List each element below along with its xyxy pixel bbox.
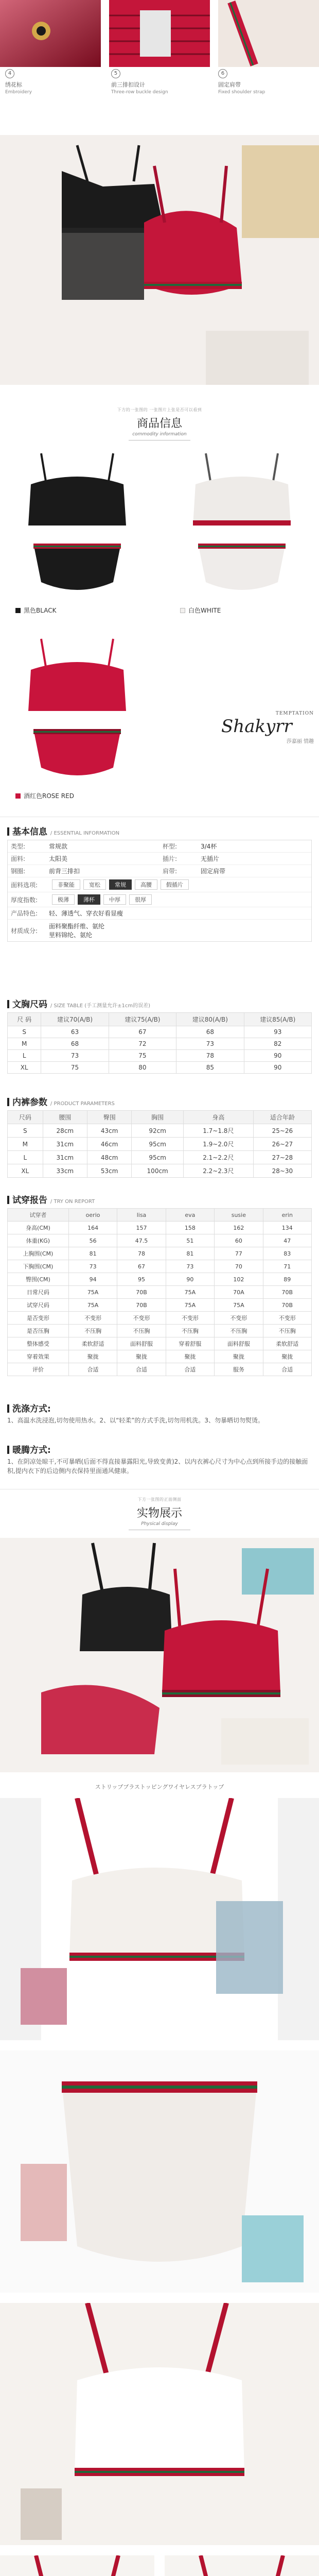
table-row: 整体感受 柔软舒适 面料舒服 穿着舒服 面料舒服 柔软舒适 xyxy=(8,1337,312,1350)
feature-photo-buckle xyxy=(109,0,210,67)
mold-chip: 假插片 xyxy=(161,879,189,890)
feature-caption-3: 6 固定肩带 Fixed shoulder strap xyxy=(218,69,316,95)
table-row: 是否变形 不变形 不变形 不变形 不变形 不变形 xyxy=(8,1312,312,1325)
black-swatch xyxy=(15,608,21,613)
real-photo-4 xyxy=(0,2303,319,2545)
thickness-chip: 中厚 xyxy=(103,894,126,905)
real-photo-2 xyxy=(0,1798,319,2040)
table-row: 臀围(CM) 94 95 90 102 89 xyxy=(8,1273,312,1286)
variant-label-white: 白色WHITE xyxy=(180,606,221,615)
table-row: 体重(KG) 56 47.5 51 60 47 xyxy=(8,1234,312,1247)
product-style: 轻、薄透气、穿衣好看显瘦 xyxy=(49,910,123,917)
wash-heading: 洗涤方式: xyxy=(7,1401,51,1414)
table-row: S 63 67 68 93 xyxy=(8,1026,312,1038)
mold-chip: 高腰 xyxy=(135,879,157,890)
rosered-swatch xyxy=(15,793,21,799)
real-caption: ストリップブラストッピングワイヤレスブラトップ xyxy=(95,1784,224,1790)
real-photo-5 xyxy=(0,2555,154,2576)
variant-label-black: 黑色BLACK xyxy=(15,606,56,615)
product-info-heading xyxy=(0,407,319,440)
variant-label-rosered: 酒红色ROSE RED xyxy=(15,791,74,800)
brand-name: Shakyrr xyxy=(221,716,292,737)
variant-photo-rosered xyxy=(10,634,144,788)
table-row: 穿着效果 聚拢 聚拢 聚拢 聚拢 聚拢 xyxy=(8,1350,312,1363)
params-heading: 内裤参数 / PRODUCT PARAMETERS xyxy=(7,1095,115,1108)
brand-tag: TEMPTATION xyxy=(275,711,314,716)
feature-photo-strap xyxy=(218,0,319,67)
feature-photo-embroidery xyxy=(0,0,101,67)
real-shot-en: Physical display xyxy=(141,1521,178,1527)
table-row: M 68 72 73 82 xyxy=(8,1038,312,1050)
thickness-chip: 薄杯 xyxy=(78,894,100,905)
wash-text: 1、高温水洗浸泡,切勿使用热水。2、以“轻柔”的方式手洗,切勿用机洗。3、勿暴晒切勿熨烫。 xyxy=(7,1417,264,1424)
basic-info-grid: 类型: 常规款 杯型: 3/4杯 面料: 太阳美 插片: 无插片 钢圈: 前背三排扣 肩带: 固定肩带 面料选项: 非聚能 宽松 常规 高腰 假插片 厚度指数: 极薄 薄杯 中厚 很厚 产品特色: 轻、薄透气、穿衣好看显瘦 材质成分: 面料聚酯纤维、氨纶 里料锦纶、氨纶 xyxy=(7,840,312,942)
thickness-chip: 极薄 xyxy=(52,894,75,905)
brand-logo xyxy=(221,711,314,744)
params-table: 尺码 腰围 臀围 胸围 身高 适合年龄 S 28cm 43cm 92cm 1.7~1.8尺 25~26 M 31cm 46cm 95cm 1.9~2.0尺 26~27 L 31cm 48cm 95cm 2.1~2.2尺 27~28 XL 33cm 53cm 100cm 2.2~2.3尺 28~30 xyxy=(7,1110,312,1178)
mold-chip: 非聚能 xyxy=(52,879,80,890)
feature-caption-1: 4 绣花标 Embroidery xyxy=(5,69,103,95)
basic-info-heading: 基本信息 / ESSENTIAL INFORMATION xyxy=(7,824,119,837)
table-row: 上胸围(CM) 81 78 81 77 83 xyxy=(8,1247,312,1260)
product-info-kicker: 下方的一张图的 一张图片上张是否可以看到 xyxy=(117,408,202,412)
mold-chips xyxy=(49,877,192,892)
table-row: 评价 合适 合适 合适 服务 合适 xyxy=(8,1363,312,1376)
table-row: 日常尺码 75A 70B 75A 70A 70B xyxy=(8,1286,312,1299)
size-table: 尺 码 建议70(A/B) 建议75(A/B) 建议80(A/B) 建议85(A/B) S 63 67 68 93 M 68 72 73 82 L 73 75 78 90 XL 75 80 85 90 xyxy=(7,1012,312,1074)
warm-heading: 暖腾方式: xyxy=(7,1443,51,1455)
thickness-chip: 很厚 xyxy=(129,894,152,905)
variant-photo-white xyxy=(175,448,309,603)
table-row: S 28cm 43cm 92cm 1.7~1.8尺 25~26 xyxy=(8,1124,312,1138)
product-info-title: 商品信息 xyxy=(136,417,182,430)
real-shot-kicker: 下方一张图的正面侧面 xyxy=(137,1497,182,1502)
table-row: 身高(CM) 164 157 158 162 134 xyxy=(8,1222,312,1234)
product-info-en: commodity information xyxy=(132,432,187,437)
table-row: M 31cm 46cm 95cm 1.9~2.0尺 26~27 xyxy=(8,1138,312,1151)
table-row: 是否压胸 不压胸 不压胸 不压胸 不压胸 不压胸 xyxy=(8,1325,312,1337)
table-row: 下胸围(CM) 73 67 73 70 71 xyxy=(8,1260,312,1273)
table-row: L 73 75 78 90 xyxy=(8,1050,312,1062)
table-row: L 31cm 48cm 95cm 2.1~2.2尺 27~28 xyxy=(8,1151,312,1164)
warm-text: 1、在阴凉处晾干,不可暴晒(后面不得直接暴露阳光,导致变黄)2、以内衣裤心尺寸为中心点到所接手边的接触面积,提内衣下的后边侧内衣保持里面通风健康。 xyxy=(7,1458,308,1475)
feature-caption-2: 5 前三排扣设计 Three-row buckle design xyxy=(111,69,209,95)
mold-chip: 宽松 xyxy=(83,879,106,890)
real-photo-1 xyxy=(0,1538,319,1772)
table-row: XL 33cm 53cm 100cm 2.2~2.3尺 28~30 xyxy=(8,1164,312,1178)
hero-photo xyxy=(0,135,319,385)
real-photo-6 xyxy=(165,2555,319,2576)
table-row: 试穿尺码 75A 70B 75A 75A 70B xyxy=(8,1299,312,1312)
variant-photo-black xyxy=(10,448,144,603)
real-shot-title: 实物展示 xyxy=(136,1507,182,1520)
real-shot-heading xyxy=(0,1497,319,1530)
size-table-heading: 文胸尺码 / SIZE TABLE (手工测量允许±1cm的误差) xyxy=(7,997,150,1010)
table-row: XL 75 80 85 90 xyxy=(8,1062,312,1074)
white-swatch xyxy=(180,608,185,613)
try-on-heading: 试穿报告 / TRY ON REPORT xyxy=(7,1193,95,1206)
mold-chip: 常规 xyxy=(109,879,132,890)
brand-cn: 莎嘉丽 情趣 xyxy=(286,739,314,744)
thickness-chips xyxy=(49,892,155,907)
real-photo-3 xyxy=(0,2050,319,2293)
try-on-table: 试穿者 oerio lisa eva susie erin 身高(CM) 164 157 158 162 134 体重(KG) 56 47.5 51 60 47 上胸围(CM) 81 78 81 77 83 下胸围(CM) 73 67 73 70 71 臀围(CM) 94 95 90 102 89 日常尺码 75A 70B 75A 70A 70B 试穿尺码 75A 70B 75A 75A 70B 是否变形 不变形 不变形 不变形 不变形 不变形 是否压胸 不压胸 不压胸 不压胸 不压胸 不压胸 整体感受 柔软舒适 面料舒服 穿着舒服 面料舒服 柔软舒适 穿着效果 聚拢 聚拢 聚拢 聚拢 聚拢 评价 合适 合适 合适 服务 合适 xyxy=(7,1208,312,1376)
